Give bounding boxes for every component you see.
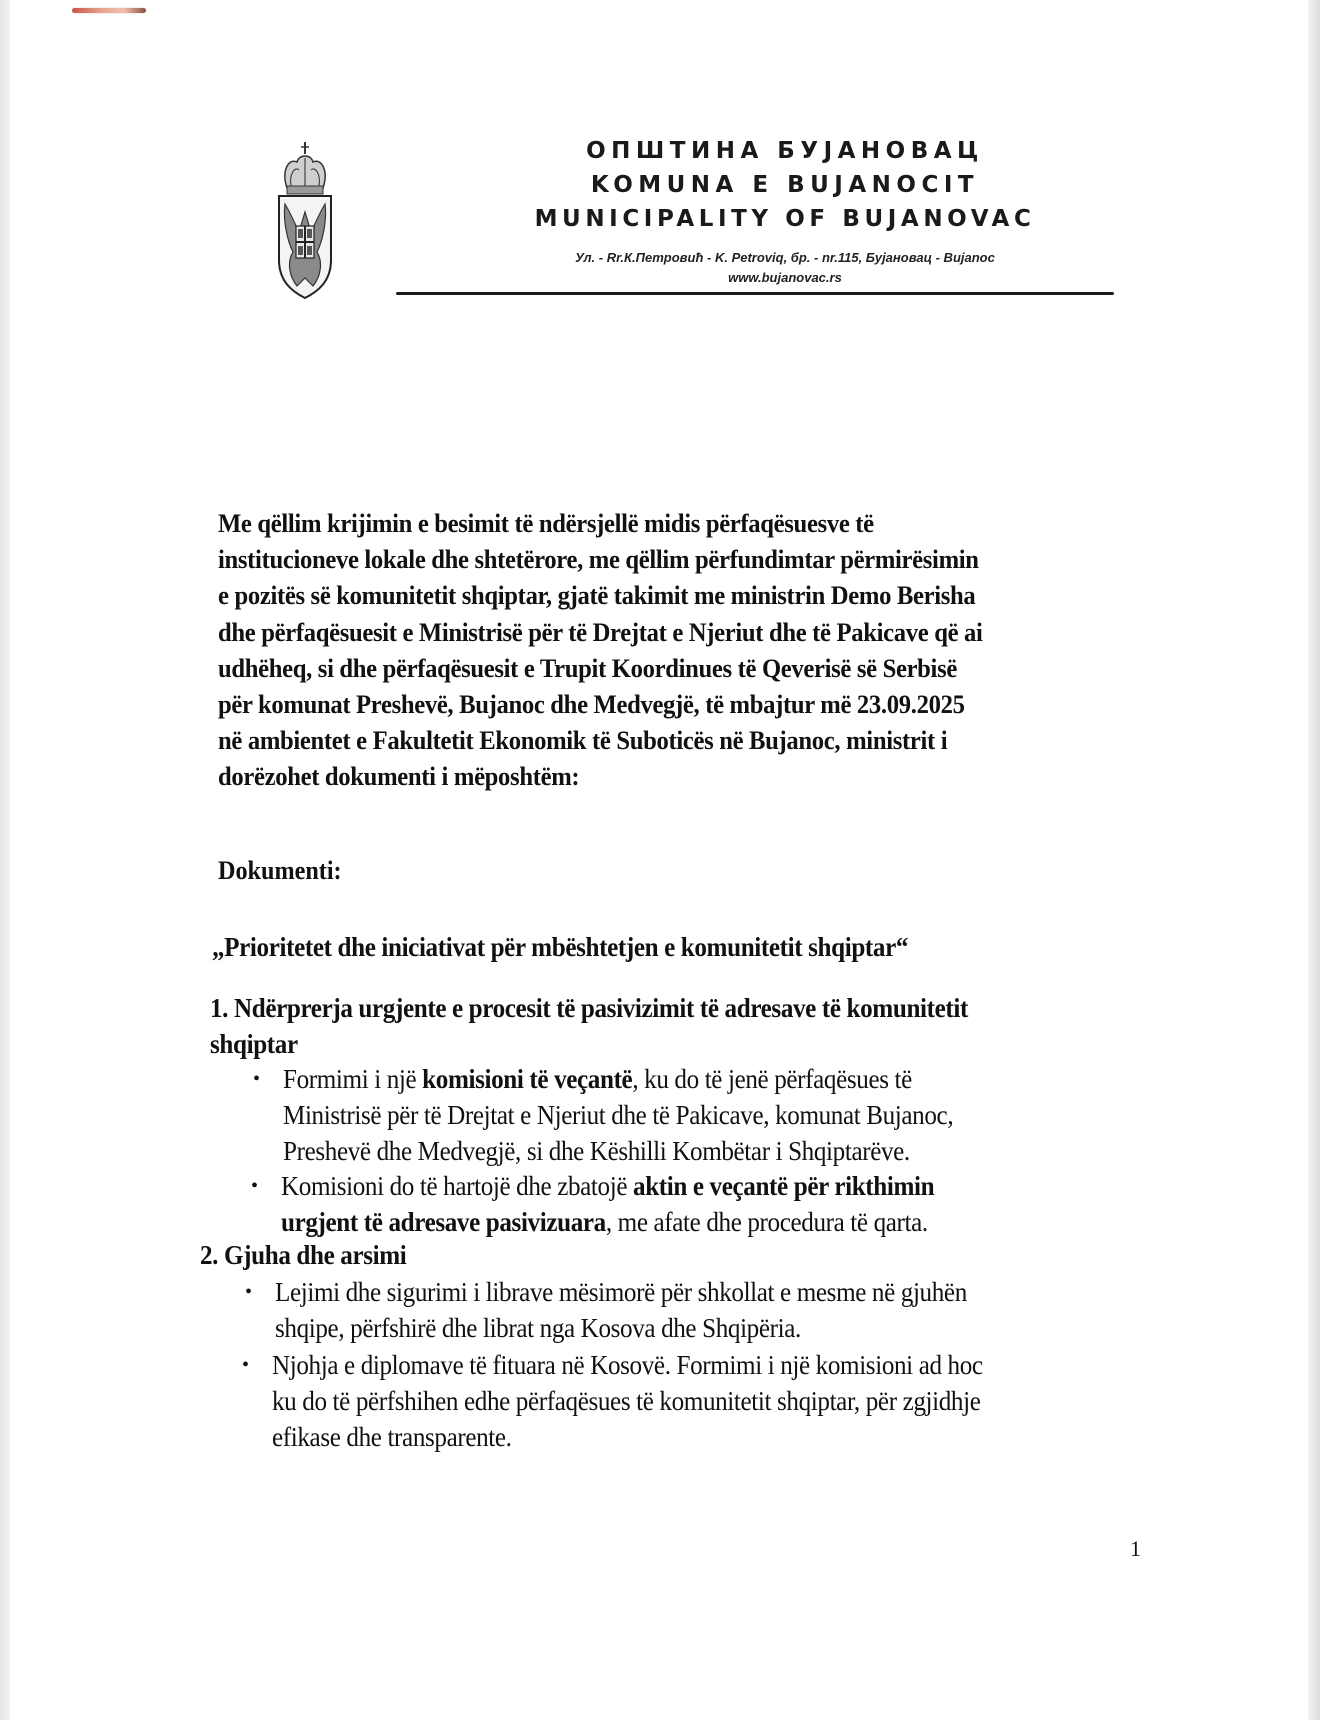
serbian-coat-of-arms-icon [277, 140, 333, 300]
municipality-name-albanian: KOMUNA E BUJANOCIT [590, 172, 980, 198]
list-item [251, 1168, 983, 1240]
intro-line: institucioneve lokale dhe shtetërore, me qëllim përfundimtar përmirësimin [218, 544, 979, 575]
list-item-line: Lejimi dhe sigurimi i librave mësimorë për shkollat e mesme në gjuhën [275, 1277, 967, 1307]
section-heading-line: 2. Gjuha dhe arsimi [200, 1240, 407, 1270]
pen-mark [72, 8, 146, 13]
text-run: , me afate dhe procedura të qarta. [605, 1207, 928, 1237]
page-left-edge [0, 0, 10, 1720]
document-label: Dokumenti: [218, 856, 342, 885]
bullet-icon: • [253, 1068, 260, 1090]
bold-text-run: aktin e veçantë për rikthimin [633, 1171, 935, 1201]
bold-text-run: komisioni të veçantë [422, 1064, 633, 1094]
list-item-line [281, 1168, 934, 1204]
list-item-line: shqipe, përfshirë dhe librat nga Kosova dhe Shqipëria. [275, 1313, 801, 1343]
bullet-icon: • [245, 1281, 252, 1303]
intro-paragraph [218, 505, 1055, 795]
municipality-name-cyrillic: ОПШТИНА БУЈАНОВАЦ [586, 138, 984, 164]
list-item [242, 1347, 1036, 1455]
municipality-address: Ул. - Rr.К.Петровић - K. Petroviq, бр. - nr.115, Бујановац - Bujanoc [575, 250, 995, 265]
section-heading-line: shqiptar [210, 1029, 298, 1059]
bullet-icon: • [251, 1175, 258, 1197]
municipality-name-english: MUNICIPALITY OF BUJANOVAC [534, 206, 1036, 232]
list-item-line: Preshevë dhe Medvegjë, si dhe Këshilli Kombëtar i Shqiptarëve. [283, 1136, 910, 1166]
list-item-line: efikase dhe transparente. [272, 1422, 512, 1452]
intro-line: e pozitës së komunitetit shqiptar, gjatë takimit me ministrin Demo Berisha [218, 580, 976, 611]
intro-line: dorëzohet dokumenti i mëposhtëm: [218, 761, 580, 792]
intro-line: për komunat Preshevë, Bujanoc dhe Medvegjë, të mbajtur më 23.09.2025 [218, 689, 965, 720]
text-run: Komisioni do të hartojë dhe zbatojë [281, 1171, 634, 1201]
document-title: „Prioritetet dhe iniciativat për mbështetjen e komunitetit shqiptar“ [212, 932, 909, 962]
section-heading-2 [200, 1237, 406, 1273]
bullet-icon: • [242, 1354, 249, 1376]
intro-line: udhëheq, si dhe përfaqësuesit e Trupit Koordinues të Qeverisë së Serbisë [218, 652, 957, 683]
list-item-line: ku do të përfshihen edhe përfaqësues të komunitetit shqiptar, për zgjidhje [272, 1386, 981, 1416]
text-run: , ku do të jenë përfaqësues të [632, 1064, 912, 1094]
page-number: 1 [1130, 1536, 1141, 1561]
list-item-line: Ministrisë për të Drejtat e Njeriut dhe të Pakicave, komunat Bujanoc, [283, 1100, 954, 1130]
list-item [245, 1274, 1019, 1346]
intro-line: Me qëllim krijimin e besimit të ndërsjellë midis përfaqësuesve të [218, 508, 874, 538]
bold-text-run: urgjent të adresave pasivizuara [281, 1207, 606, 1237]
list-item [253, 1061, 1004, 1169]
list-item-line [281, 1204, 934, 1240]
list-item-line [283, 1061, 953, 1097]
page-right-edge [1308, 0, 1320, 1720]
intro-line: në ambientet e Fakultetit Ekonomik të Suboticës në Bujanoc, ministrit i [218, 725, 948, 756]
section-heading-line: 1. Ndërprerja urgjente e procesit të pasivizimit të adresave të komunitetit [210, 993, 968, 1023]
municipality-website: www.bujanovac.rs [728, 270, 842, 285]
text-run: Formimi i një [283, 1064, 423, 1094]
intro-line: dhe përfaqësuesit e Ministrisë për të Drejtat e Njeriut dhe të Pakicave që ai [218, 616, 983, 647]
section-heading-1 [210, 990, 968, 1062]
letterhead-divider [396, 292, 1114, 295]
list-item-line: Njohja e diplomave të fituara në Kosovë. Formimi i një komisioni ad hoc [272, 1350, 983, 1380]
